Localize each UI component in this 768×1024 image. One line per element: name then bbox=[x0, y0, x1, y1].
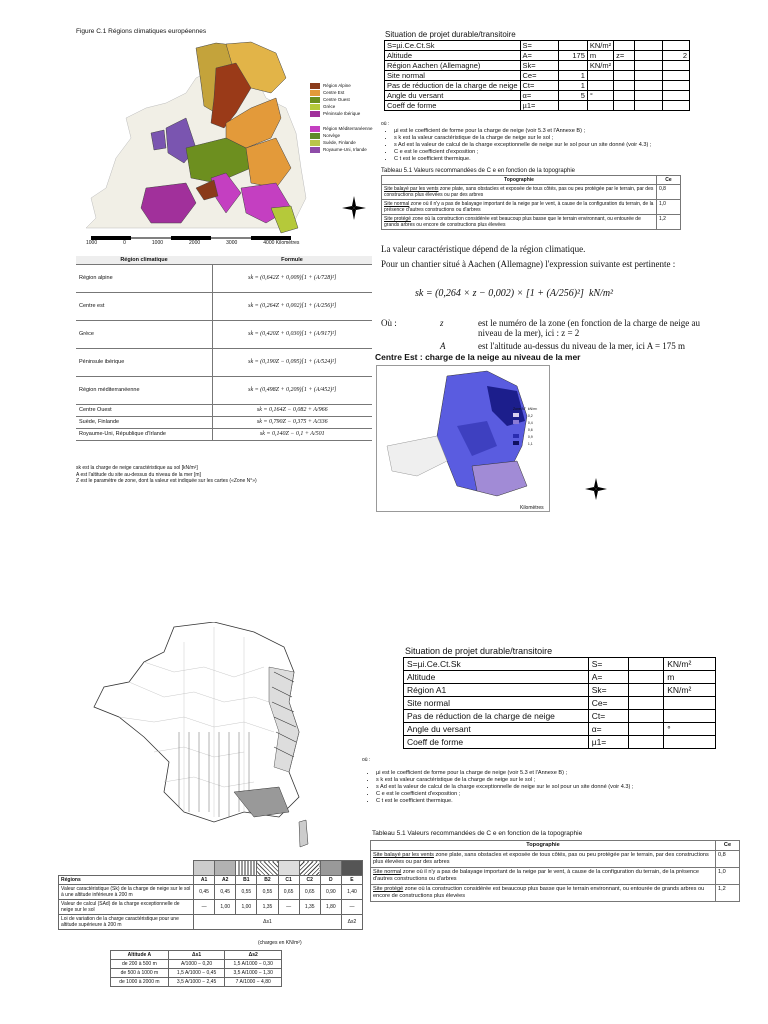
table-cell: 1,00 bbox=[215, 900, 236, 915]
table-cell bbox=[614, 61, 635, 71]
table-cell: ° bbox=[664, 723, 716, 736]
list-item: • µi est le coefficient de forme pour la charge de neige (voir 5.3 et l'Annexe B) ; bbox=[376, 770, 736, 777]
table-row bbox=[404, 658, 716, 671]
table-row bbox=[404, 684, 716, 697]
legend-item: Grèce bbox=[310, 103, 373, 110]
table-cell: Δs1 bbox=[194, 915, 342, 930]
table-cell: µ1= bbox=[588, 736, 628, 749]
table-cell bbox=[628, 710, 664, 723]
table-cell: m bbox=[664, 671, 716, 684]
table-cell bbox=[635, 91, 663, 101]
table-cell: Site protégé zone où la construction considérée est beaucoup plus basse que le terrain environnant, ou entourée de grands arbres ou encore de constructions plus élevées bbox=[382, 215, 657, 230]
centre-est-scale: Kilomètres bbox=[520, 505, 544, 511]
table-row bbox=[76, 416, 372, 428]
france-map bbox=[84, 622, 356, 852]
table-cell bbox=[635, 61, 663, 71]
table-cell: S=µi.Ce.Ct.Sk bbox=[385, 41, 521, 51]
table-cell: 1,5 A/1000 − 0,45 bbox=[168, 969, 225, 978]
list-item: • s k est la valeur caractéristique de la charge de neige sur le sol ; bbox=[394, 135, 754, 142]
table-cell: KN/m² bbox=[664, 658, 716, 671]
table-cell: 0,45 bbox=[194, 885, 215, 900]
table-row bbox=[76, 376, 372, 404]
table-cell: 5 bbox=[558, 91, 587, 101]
table-cell: Valeur de calcul (SAd) de la charge exceptionnelle de neige sur le sol bbox=[59, 900, 194, 915]
table-cell bbox=[663, 101, 690, 111]
table-cell bbox=[663, 81, 690, 91]
table-cell: Ct= bbox=[588, 710, 628, 723]
bullet-list-1 bbox=[384, 128, 754, 163]
table-header: Altitude A bbox=[111, 951, 169, 960]
table-cell bbox=[635, 51, 663, 61]
table-row bbox=[59, 915, 363, 930]
table-cell: 1,2 bbox=[657, 215, 681, 230]
table-cell: 7 A/1000 − 4,80 bbox=[225, 978, 282, 987]
centre-est-map bbox=[376, 365, 550, 512]
legend-item: Centre Ouest bbox=[310, 96, 373, 103]
table-cell: Altitude bbox=[404, 671, 589, 684]
table-row bbox=[385, 41, 690, 51]
legend-item: Suède, Finlande bbox=[310, 139, 373, 146]
table-cell: de 500 à 1000 m bbox=[111, 969, 169, 978]
table-cell bbox=[664, 736, 716, 749]
list-item: • C t est le coefficient thermique. bbox=[376, 798, 736, 805]
formula-cell: sk = (0,264Z + 0,002)[1 + (A/256)²] bbox=[212, 292, 372, 320]
table-cell: Altitude bbox=[385, 51, 521, 61]
table-cell: Centre Ouest bbox=[76, 404, 212, 416]
table-cell: 0,65 bbox=[278, 885, 299, 900]
table-cell: Péninsule ibérique bbox=[76, 348, 212, 376]
europe-map bbox=[76, 38, 374, 250]
table-cell: 0,55 bbox=[236, 885, 257, 900]
table-cell: 0,90 bbox=[320, 885, 341, 900]
table-cell: Région Aachen (Allemagne) bbox=[385, 61, 521, 71]
table-cell bbox=[614, 91, 635, 101]
table-cell: Angle du versant bbox=[404, 723, 589, 736]
table-row bbox=[385, 101, 690, 111]
table-header: B2 bbox=[257, 876, 278, 885]
table-cell: 0,8 bbox=[716, 851, 740, 868]
compass-icon bbox=[585, 478, 607, 500]
table-row bbox=[76, 320, 372, 348]
z-var: z bbox=[440, 318, 444, 328]
table-row bbox=[111, 978, 282, 987]
table-cell: 1,2 bbox=[716, 885, 740, 902]
table-cell: Grèce bbox=[76, 320, 212, 348]
table-cell: 0,45 bbox=[215, 885, 236, 900]
table-cell bbox=[628, 723, 664, 736]
table-cell: Site normal zone où il n'y a pas de balayage important de la neige par le vent, à cause de la configuration du terrain, de la présence d'autres constructions ou d'arbres bbox=[382, 200, 657, 215]
situation2-table bbox=[403, 657, 716, 749]
table-cell: Région méditerranéenne bbox=[76, 376, 212, 404]
formula-cell: sk = 0,164Z − 0,082 + A/966 bbox=[212, 404, 372, 416]
table-cell: Sk= bbox=[520, 61, 558, 71]
table-cell: A= bbox=[588, 671, 628, 684]
a-desc: est l'altitude au-dessus du niveau de la mer, ici A = 175 m bbox=[478, 341, 686, 351]
table-cell: A= bbox=[520, 51, 558, 61]
table-cell: Pas de réduction de la charge de neige bbox=[385, 81, 521, 91]
table-cell: µ1= bbox=[520, 101, 558, 111]
table-cell: de 1000 à 2000 m bbox=[111, 978, 169, 987]
topo1-caption: Tableau 5.1 Valeurs recommandées de C e en fonction de la topographie bbox=[381, 168, 576, 174]
table-cell: 0,65 bbox=[299, 885, 320, 900]
note-line: Z est le paramètre de zone, dont la valeur est indiquée sur les cartes («Zone N°») bbox=[76, 478, 257, 484]
legend-item: Région Méditerranéenne bbox=[310, 125, 373, 132]
situation1-title: Situation de projet durable/transitoire bbox=[385, 30, 516, 39]
situation1-table bbox=[384, 40, 690, 111]
table-row bbox=[385, 61, 690, 71]
table-header: Δs2 bbox=[225, 951, 282, 960]
france-region-table bbox=[58, 860, 363, 930]
table-cell bbox=[663, 91, 690, 101]
table-header: B1 bbox=[236, 876, 257, 885]
legend-item: Région Alpine bbox=[310, 82, 373, 89]
table-header: C1 bbox=[278, 876, 299, 885]
centre-est-title: Centre Est : charge de la neige au niveau de la mer bbox=[375, 352, 581, 362]
table-cell: S= bbox=[520, 41, 558, 51]
list-item: • s k est la valeur caractéristique de la charge de neige sur le sol ; bbox=[376, 777, 736, 784]
table-cell bbox=[587, 81, 613, 91]
table-cell: 175 bbox=[558, 51, 587, 61]
table-cell: Ct= bbox=[520, 81, 558, 91]
note-line: sk est la charge de neige caractéristique au sol [kN/m²] bbox=[76, 465, 198, 471]
table-header: A2 bbox=[215, 876, 236, 885]
table-header: C2 bbox=[299, 876, 320, 885]
table-header: Régions bbox=[59, 876, 194, 885]
table-cell bbox=[664, 697, 716, 710]
table-cell: 2 bbox=[663, 51, 690, 61]
table-cell: 1,00 bbox=[236, 900, 257, 915]
map-legend bbox=[310, 82, 373, 153]
formula-cell: sk = (0,642Z + 0,009)[1 + (A/728)²] bbox=[212, 264, 372, 292]
table-cell bbox=[628, 736, 664, 749]
table-cell: 1,5 A/1000 − 0,30 bbox=[225, 960, 282, 969]
table-row bbox=[59, 900, 363, 915]
table-row bbox=[111, 969, 282, 978]
table-row bbox=[385, 71, 690, 81]
table-cell: KN/m² bbox=[587, 41, 613, 51]
sk-formula: sk = (0,264 × z − 0,002) × [1 + (A/256)²] kN/m² bbox=[415, 288, 614, 299]
table-cell: 1 bbox=[558, 81, 587, 91]
table-row bbox=[76, 348, 372, 376]
table-cell bbox=[635, 41, 663, 51]
table-cell bbox=[664, 710, 716, 723]
table-cell bbox=[663, 41, 690, 51]
note-line: A est l'altitude du site au-dessus du niveau de la mer [m] bbox=[76, 471, 201, 478]
table-cell: Région A1 bbox=[404, 684, 589, 697]
table-cell: 1 bbox=[558, 71, 587, 81]
table-cell bbox=[587, 71, 613, 81]
table-cell: 0,55 bbox=[257, 885, 278, 900]
table-cell bbox=[558, 101, 587, 111]
ou-label-1: où : bbox=[381, 121, 390, 127]
table-cell: z= bbox=[614, 51, 635, 61]
bullet-list-2 bbox=[366, 770, 736, 805]
table-row bbox=[404, 671, 716, 684]
table-cell: 1,0 bbox=[716, 868, 740, 885]
table-cell: Région alpine bbox=[76, 264, 212, 292]
table-row bbox=[404, 697, 716, 710]
region-formula-table: Région climatique Formule Région alpine sk = (0,642Z + 0,009)[1 + (A/728)²] Centre est sk = (0,264Z + 0,002)[1 + (A/256)²] Grèce sk = (0,420Z + 0,030)[1 + (A/917)²] Péninsule ibérique sk = (0,190Z − 0,095)[1 + (A/524)²] Région méditerranéenne sk = (0,498Z + 0,209)[1 + (A/452)²] Centre Ouest sk = 0,164Z − 0,082 + A/966 Suède, Finlande sk = 0,790Z − 0,375 + A/336 Royaume-Uni, République d'Irlande sk = 0,140Z − 0,1 + A/501 bbox=[76, 256, 372, 441]
map-scale: 1000 0 1000 2000 3000 4000 Kilomètres bbox=[86, 240, 300, 246]
table-row bbox=[385, 81, 690, 91]
fig-c1-title: Figure C.1 Régions climatiques européennes bbox=[76, 28, 207, 35]
table-cell: A/1000 − 0,20 bbox=[168, 960, 225, 969]
table-cell: Δs2 bbox=[341, 915, 362, 930]
topo1-table: Topographie Ce Site balayé par les vents zone plate, sans obstacles et exposée de tous côtés, pas ou peu protégée par le terrain, par des constructions plus élevées ou par des arbres 0,8 Site normal zone où il n'y a pas de balayage important de la neige par le vent, à cause de la configuration du terrain, de la présence d'autres constructions ou d'arbres 1,0 Site protégé zone où la construction considérée est beaucoup plus basse que le terrain environnant, ou entourée de grands arbres ou encore de constructions plus élevées 1,2 bbox=[381, 175, 681, 230]
list-item: • µi est le coefficient de forme pour la charge de neige (voir 5.3 et l'Annexe B) ; bbox=[394, 128, 754, 135]
table-header: Δs1 bbox=[168, 951, 225, 960]
table-cell: Suède, Finlande bbox=[76, 416, 212, 428]
formula-cell: sk = (0,420Z + 0,030)[1 + (A/917)²] bbox=[212, 320, 372, 348]
table-cell bbox=[614, 81, 635, 91]
table-cell bbox=[628, 684, 664, 697]
table-cell: 1,40 bbox=[341, 885, 362, 900]
table-cell: Site normal bbox=[385, 71, 521, 81]
table-cell: KN/m² bbox=[587, 61, 613, 71]
table-cell: Angle du versant bbox=[385, 91, 521, 101]
topo2-caption: Tableau 5.1 Valeurs recommandées de C e en fonction de la topographie bbox=[372, 830, 583, 837]
table-cell bbox=[614, 41, 635, 51]
situation2-title: Situation de projet durable/transitoire bbox=[405, 646, 553, 656]
table-cell: S= bbox=[588, 658, 628, 671]
list-item: • C e est le coefficient d'exposition ; bbox=[376, 791, 736, 798]
list-item: • s Ad est la valeur de calcul de la charge exceptionnelle de neige sur le sol pour un site donné (voir 4.3) ; bbox=[376, 784, 736, 791]
table-row bbox=[385, 91, 690, 101]
table-header: E bbox=[341, 876, 362, 885]
table-cell: Royaume-Uni, République d'Irlande bbox=[76, 428, 212, 440]
list-item: • s Ad est la valeur de calcul de la charge exceptionnelle de neige sur le sol pour un site donné (voir 4.3) ; bbox=[394, 142, 754, 149]
table-cell bbox=[635, 81, 663, 91]
formula-cell: sk = 0,140Z − 0,1 + A/501 bbox=[212, 428, 372, 440]
table-cell: Site balayé par les vents zone plate, sans obstacles et exposée de tous côtés, pas ou peu protégée par le terrain, par des constructions plus élevées ou par des arbres bbox=[371, 851, 716, 868]
table-cell: 1,80 bbox=[320, 900, 341, 915]
a-var: A bbox=[440, 341, 446, 351]
table-cell bbox=[635, 71, 663, 81]
table-cell bbox=[628, 671, 664, 684]
table-row bbox=[404, 736, 716, 749]
table-cell: 1,0 bbox=[657, 200, 681, 215]
table-row bbox=[371, 851, 740, 868]
table-cell: de 200 à 500 m bbox=[111, 960, 169, 969]
table-cell: α= bbox=[520, 91, 558, 101]
table-cell: KN/m² bbox=[664, 684, 716, 697]
region-notes bbox=[76, 465, 257, 485]
table-cell bbox=[635, 101, 663, 111]
table-cell bbox=[628, 658, 664, 671]
table-cell: Pas de réduction de la charge de neige bbox=[404, 710, 589, 723]
table-cell: Centre est bbox=[76, 292, 212, 320]
legend-item: Centre Est bbox=[310, 89, 373, 96]
table-cell: ° bbox=[587, 91, 613, 101]
table-cell bbox=[614, 101, 635, 111]
table-row bbox=[404, 710, 716, 723]
formula-cell: sk = (0,190Z − 0,095)[1 + (A/524)²] bbox=[212, 348, 372, 376]
list-item: • C t est le coefficient thermique. bbox=[394, 156, 754, 163]
ou-label-3: où : bbox=[362, 757, 371, 763]
table-cell bbox=[558, 61, 587, 71]
table-row bbox=[385, 51, 690, 61]
table-row bbox=[382, 185, 681, 200]
table-cell: Valeur caractéristique (Sk) de la charge de neige sur le sol à une altitude inférieure à 200 m bbox=[59, 885, 194, 900]
formula-cell: sk = 0,790Z − 0,375 + A/336 bbox=[212, 416, 372, 428]
table-row bbox=[111, 960, 282, 969]
table-row bbox=[76, 404, 372, 416]
table-cell bbox=[587, 101, 613, 111]
table-row bbox=[76, 264, 372, 292]
topo2-table: Topographie Ce Site balayé par les vents zone plate, sans obstacles et exposée de tous côtés, pas ou peu protégée par le terrain, par des constructions plus élevées ou par des arbres 0,8 Site normal zone où il n'y a pas de balayage important de la neige par le vent, à cause de la configuration du terrain, de la présence d'autres constructions ou d'arbres 1,0 Site protégé zone où la construction considérée est beaucoup plus basse que le terrain environnant, ou entourée de grands arbres ou encore de constructions plus élevées 1,2 bbox=[370, 840, 740, 902]
table-cell: — bbox=[278, 900, 299, 915]
table-cell: Coeff de forme bbox=[385, 101, 521, 111]
altitude-table bbox=[110, 950, 282, 987]
table-row bbox=[371, 868, 740, 885]
table-cell: 3,5 A/1000 − 1,30 bbox=[225, 969, 282, 978]
table-cell: Ce= bbox=[520, 71, 558, 81]
text-p1: La valeur caractéristique dépend de la région climatique. bbox=[381, 244, 586, 254]
table-header: D bbox=[320, 876, 341, 885]
table-cell bbox=[614, 71, 635, 81]
centre-est-legend: Zone N° kN/m² 0,2 0,4 0,6 0,9 1,1 bbox=[513, 407, 538, 446]
table-cell: Sk= bbox=[588, 684, 628, 697]
table-cell: — bbox=[341, 900, 362, 915]
table-row bbox=[404, 723, 716, 736]
table-cell bbox=[628, 697, 664, 710]
table-row bbox=[76, 428, 372, 440]
table-cell: 1,35 bbox=[299, 900, 320, 915]
ou-label-2: Où : bbox=[381, 318, 397, 328]
list-item: • C e est le coefficient d'exposition ; bbox=[394, 149, 754, 156]
table-cell: m bbox=[587, 51, 613, 61]
table-cell: Coeff de forme bbox=[404, 736, 589, 749]
table-cell: Loi de variation de la charge caractéristique pour une altitude supérieure à 200 m bbox=[59, 915, 194, 930]
table-row bbox=[382, 200, 681, 215]
table-header: A1 bbox=[194, 876, 215, 885]
table-cell bbox=[663, 71, 690, 81]
table-row bbox=[76, 292, 372, 320]
table-cell: Site balayé par les vents zone plate, sans obstacles et exposée de tous côtés, pas ou peu protégée par le terrain, par des constructions plus élevées ou par des arbres bbox=[382, 185, 657, 200]
text-p2: Pour un chantier situé à Aachen (Allemagne) l'expression suivante est pertinente : bbox=[381, 259, 676, 269]
table-cell: Site normal zone où il n'y a pas de balayage important de la neige par le vent, à cause de la configuration du terrain, de la présence d'autres constructions ou d'arbres bbox=[371, 868, 716, 885]
legend-item: Norvège bbox=[310, 132, 373, 139]
table-cell: Ce= bbox=[588, 697, 628, 710]
table-cell: Site normal bbox=[404, 697, 589, 710]
legend-item: Royaume-Uni, Irlande bbox=[310, 146, 373, 153]
table-row bbox=[382, 215, 681, 230]
z-desc: est le numéro de la zone (en fonction de la charge de neige au niveau de la mer), ici : z = 2 bbox=[478, 318, 700, 338]
table-cell: α= bbox=[588, 723, 628, 736]
table-row bbox=[59, 885, 363, 900]
table-cell bbox=[558, 41, 587, 51]
table-row bbox=[371, 885, 740, 902]
table-cell: — bbox=[194, 900, 215, 915]
table-cell: Site protégé zone où la construction considérée est beaucoup plus basse que le terrain environnant, ou entourée de grands arbres ou encore de constructions plus élevées bbox=[371, 885, 716, 902]
table-cell bbox=[663, 61, 690, 71]
table-cell: 3,5 A/1000 − 2,45 bbox=[168, 978, 225, 987]
formula-cell: sk = (0,498Z + 0,209)[1 + (A/452)²] bbox=[212, 376, 372, 404]
france-unit: (charges en KN/m²) bbox=[258, 940, 302, 946]
legend-item: Péninsule Ibérique bbox=[310, 110, 373, 117]
table-cell: 1,35 bbox=[257, 900, 278, 915]
table-cell: 0,8 bbox=[657, 185, 681, 200]
table-cell: S=µi.Ce.Ct.Sk bbox=[404, 658, 589, 671]
